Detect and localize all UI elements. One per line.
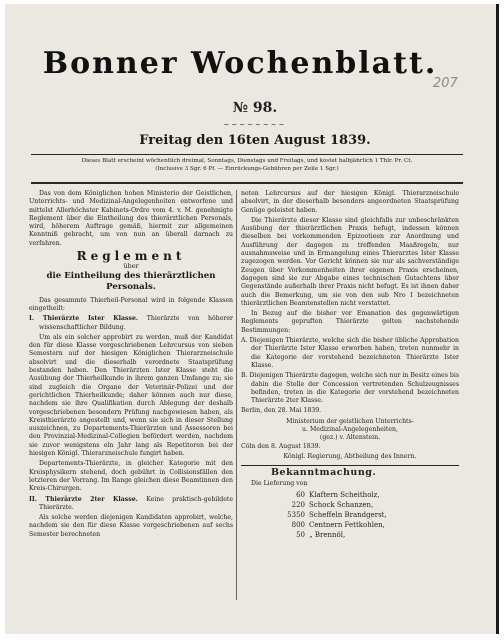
ornament-divider: ~~~~~~~~ <box>223 121 287 129</box>
delivery-item: Scheffeln Brandgerst, <box>309 510 387 519</box>
transition-paragraph: In Bezug auf die bisher vor Emanation des gegenwärtigen Reglements gepruften Thierärzte gelten nachstehende Bestimmungen: <box>241 310 459 334</box>
issue-number: № 98. <box>232 100 278 116</box>
continued-paragraph: neten Lehrcursus auf der hiesigen Königl. Thierarzneischule absolvirt, in der dieserhalb besonders angeordneten Staatsprüfung Genüge geleistet haben. <box>241 190 459 214</box>
delivery-qty: 60 <box>296 490 305 499</box>
column-divider <box>236 190 237 600</box>
delivery-item: Klaftern Scheitholz, <box>309 490 380 499</box>
delivery-qty: 5350 <box>287 510 305 519</box>
delivery-row <box>241 500 459 510</box>
department-paragraph: Departements-Thierärzte, in gleicher Kategorie mit den Kreisphysikern stehend, doch gebührt in Collisionsfällen den letzteren der Vorrang. Im Range gleichen diese Beamtinnen den Kreis-Chirurgen. <box>29 460 233 493</box>
delivery-item: Centnern Fettkohlen, <box>309 520 385 529</box>
delivery-qty: 220 <box>291 500 305 509</box>
bekanntmachung-intro: Die Lieferung von <box>251 479 308 487</box>
class-two-paragraph: Als solche werden diejenigen Kandidaten approbirt, welche, nachdem sie den für diese Klasse vorgeschriebenen auf sechs Semester berechneten <box>29 514 233 538</box>
left-column <box>29 190 233 541</box>
regierung-line: Königl. Regierung, Abtheilung des Innern. <box>283 452 417 460</box>
reglement-title: Reglement <box>76 249 186 264</box>
coeln-date: Cöln den 8. August 1839. <box>241 442 321 450</box>
bekanntmachung-title: Bekanntmachung. <box>271 467 377 479</box>
subscription-notice <box>31 157 463 173</box>
intro-paragraph: Das von dem Königlichen hohen Ministerio der Geistlichen, Unterrichts- und Medizinal-Angelegenheiten entworfene und mittelst Allerhöchster Kabinets-Ordre vom 4. v. M. genehmigte Reglement über die Eintheilung des thierärztlichen Personals, wird, höherem Auftrage gemäß, hiermit zur allgemeinen Kenntniß gebracht, um von nun an überall darnach zu verfahren. <box>29 190 233 247</box>
classes-paragraph: Das gesammte Thierheil-Personal wird in folgende Klassen eingetheilt: <box>29 296 233 312</box>
bekanntmachung-section <box>241 465 459 540</box>
class-two-item <box>29 496 233 513</box>
class-two-rights-paragraph: Die Thierärzte dieser Klasse sind gleichfalls zur unbeschränkten Ausübung der thierärztlichen Praxis befugt, indessen können dieselben bei vorkommenden Epizootieen zur Anordnung und Ausführung der dagegen zu treffenden Maaßregeln, nur ausnahmsweise und in Ermangelung eines Thierarztes Ister Klasse zugezogen werden. Vor Gericht können sie nur als sachverständige Zeugen über Vorkommenheiten ihrer eigenen Praxis erscheinen, dagegen sind sie zur Abgabe eines technischen Gutachtens über Gegenstände außerhalb ihrer Praxis nicht befugt. Es ist ihnen daher auch die Bemerkung, um sie von den sub Nro I bezeichneten thierärztlichen Beamtenstellen nicht verstattet. <box>241 216 459 307</box>
reglement-subtitle-line-1: die Eintheilung des thierärztlichen <box>46 270 216 281</box>
class-one-paragraph: Um als ein solcher approbirt zu werden, muß der Kandidat den für diese Klasse vorgeschriebenen Lehrcursus von sieben Semestern auf der hiesigen Königlichen Thierarzneischule absolvirt und die dieserhalb verordnete Staatsprüfung bestanden haben. Den Thierärzten Ister Klasse steht die Ausübung der Thierheilkunde in ihrem ganzen Umfange zu; sie sind zugleich die Organe der Veterinär-Polizei und der gerichtlichen Thierheilkunde; daher können auch nur diese, nachdem sie ihre Qualifikation durch Ablegung der deshalb vorgeschriebenen besondern Prüfung nachgewiesen haben, als Kreisthierärzte angestellt und, wenn sie sich in dieser Stellung auszeichnen, zu Departements-Thierärzten und Assessoren bei den Provinzial-Medizinal-Collegien befördert werden, nachdem sie zuvor wenigstens ein Jahr lang als Repetitoren bei der hiesigen Königl. Thierarzneischule fungirt haben. <box>29 333 233 458</box>
delivery-item: „ Brennöl, <box>309 530 346 539</box>
right-column <box>241 190 459 540</box>
dateline: Freitag den 16ten August 1839. <box>139 133 371 148</box>
reglement-ueber: über <box>123 262 139 271</box>
delivery-qty: 50 <box>296 530 305 539</box>
class-one-body: Thierärzte von höherer wissenschaftlicher Bildung. <box>39 315 233 331</box>
provision-b: B. Diejenigen Thierärzte dagegen, welche sich nur in Besitz eines bis dahin die Stelle der Concession vertretenden Schulzeugnisses befinden, treten in die Kategorie der vorstehend bezeichneten Thierärzte 2ter Klasse. <box>241 372 459 405</box>
margin-note: 207 <box>433 76 458 91</box>
notice-line-1: Dieses Blatt erscheint wöchentlich dreimal, Sonntags, Dienstags und Freitags, und kostet halbjährlich 1 Thlr. Pr. Ct. <box>81 158 413 164</box>
provision-a: A. Diejenigen Thierärzte, welche sich die bisher übliche Approbation der Thierärzte Ister Klasse erworben haben, treten nunmehr in die Kategorie der vorstehend bezeichneten Thierärzte Ister Klasse. <box>241 337 459 369</box>
class-two-heading: II. Thierärzte 2ter Klasse. <box>29 495 138 503</box>
ministry-signature: (gez.) v. Altenstein. <box>319 434 381 442</box>
class-two-body: Keine praktisch-gebildete Thierärzte. <box>39 495 234 511</box>
class-one-item <box>29 315 233 332</box>
delivery-row <box>241 520 459 530</box>
delivery-qty: 800 <box>291 520 305 529</box>
ministry-line-2: u. Medizinal-Angelegenheiten, <box>302 426 398 434</box>
rule-bottom <box>31 182 463 184</box>
ministry-line-1: Ministerium der geistlichen Unterrichts- <box>286 417 414 425</box>
delivery-row <box>241 530 459 540</box>
notice-line-2: (Inclusive 3 Sgr. 6 Pf. — Einrückungs-Gebühren per Zeile 1 Sgr.) <box>155 166 339 172</box>
rule-top <box>31 154 463 155</box>
reglement-subtitle <box>29 271 233 293</box>
masthead-title: Bonner Wochenblatt. <box>42 46 438 81</box>
class-one-heading: I. Thierärzte Ister Klasse. <box>29 315 139 323</box>
reglement-subtitle-line-2: Personals. <box>106 281 156 292</box>
newspaper-page <box>5 4 499 634</box>
delivery-row <box>241 490 459 500</box>
delivery-item: Schock Schanzen, <box>309 500 374 509</box>
berlin-date: Berlin, den 28. Mai 1839. <box>241 407 322 415</box>
delivery-row <box>241 510 459 520</box>
